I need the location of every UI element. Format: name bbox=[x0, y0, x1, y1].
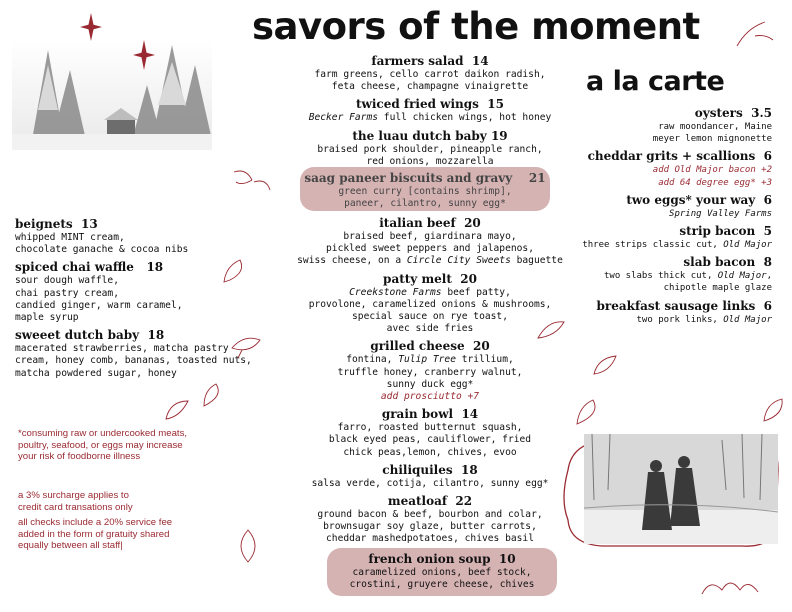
center-menu-lower bbox=[270, 216, 590, 546]
winter-forest-photo bbox=[12, 40, 212, 150]
leaf-icon bbox=[590, 352, 620, 378]
menu-item: the luau dutch baby 19 braised pork shoulder, pineapple ranch, red onions, mozzarella bbox=[317, 128, 543, 167]
menu-item: patty melt 20 Creekstone Farms beef patty, provolone, caramelized onions & mushrooms, special sauce on rye toast, avec side fries bbox=[308, 271, 552, 335]
leaf-icon bbox=[700, 572, 760, 602]
page-subtitle: a la carte bbox=[586, 66, 725, 97]
leaf-icon bbox=[200, 380, 230, 410]
menu-item: sweeet dutch baby 18 macerated strawberries, matcha pastry cream, honey comb, bananas, toasted nuts, matcha powdered sugar, honey bbox=[15, 328, 252, 379]
menu-item: two eggs* your way 6 Spring Valley Farms bbox=[626, 192, 772, 219]
star-icon bbox=[133, 40, 155, 74]
leaf-icon bbox=[234, 528, 264, 564]
menu-item: spiced chai waffle 18 sour dough waffle, chai pastry cream, candied ginger, warm caramel, maple syrup bbox=[15, 260, 183, 324]
menu-item: farmers salad 14 farm greens, cello carrot daikon radish, feta cheese, champagne vinaigrette bbox=[314, 54, 546, 93]
right-menu bbox=[560, 106, 772, 326]
page-title: savors of the moment bbox=[252, 5, 700, 48]
menu-item: twiced fried wings 15 Becker Farms full chicken wings, hot honey bbox=[308, 97, 552, 124]
leaf-icon bbox=[232, 168, 272, 194]
menu-item: slab bacon 8 two slabs thick cut, Old Major, chipotle maple glaze bbox=[604, 255, 772, 294]
menu-item: strip bacon 5 three strips classic cut, Old Major bbox=[582, 224, 772, 251]
leaf-icon bbox=[536, 318, 566, 342]
featured-item-french-onion-soup: french onion soup 10 caramelized onions, beef stock, crostini, gruyere cheese, chives bbox=[327, 548, 557, 596]
service-fee-notice: all checks include a 20% service fee added in the form of gratuity shared equally between all staff| bbox=[18, 517, 173, 551]
menu-item: chiliquiles 18 salsa verde, cotija, cilantro, sunny egg* bbox=[311, 462, 549, 489]
skaters-illustration bbox=[562, 430, 784, 552]
leaf-icon bbox=[220, 258, 250, 286]
leaf-icon bbox=[575, 398, 605, 426]
leaf-icon bbox=[735, 20, 775, 50]
leaf-icon bbox=[162, 395, 192, 423]
menu-item: beignets 13 whipped MINT cream, chocolate ganache & cocoa nibs bbox=[15, 217, 189, 256]
leaf-icon bbox=[230, 330, 264, 360]
star-icon bbox=[80, 13, 102, 45]
featured-item-saag-paneer: saag paneer biscuits and gravy 21 green curry [contains shrimp], paneer, cilantro, sunny egg* bbox=[300, 167, 550, 211]
raw-food-notice: *consuming raw or undercooked meats, poultry, seafood, or eggs may increase your risk of foodborne illness bbox=[18, 428, 188, 462]
menu-item: grain bowl 14 farro, roasted butternut squash, black eyed peas, cauliflower, fried chick peas,lemon, chives, evoo bbox=[328, 407, 532, 458]
menu-item: breakfast sausage links 6 two pork links, Old Major bbox=[596, 298, 772, 325]
menu-item: italian beef 20 braised beef, giardinara mayo, pickled sweet peppers and jalapenos, swiss cheese, on a Circle City Sweets baguette bbox=[297, 216, 563, 267]
menu-item: meatloaf 22 ground bacon & beef, bourbon and colar, brownsugar soy glaze, butter carrots, cheddar mashedpotatoes, chives basil bbox=[317, 494, 543, 545]
center-menu bbox=[280, 54, 580, 168]
menu-item: grilled cheese 20 fontina, Tulip Tree trillium, truffle honey, cranberry walnut, sunny duck egg* add prosciutto +7 bbox=[337, 339, 523, 403]
menu-item: cheddar grits + scallions 6 add Old Major bacon +2 add 64 degree egg* +3 bbox=[587, 149, 772, 188]
menu-item: oysters 3.5 raw moondancer, Maine meyer lemon mignonette bbox=[652, 106, 772, 145]
surcharge-notice: a 3% surcharge applies to credit card transations only bbox=[18, 490, 133, 513]
leaf-icon bbox=[760, 395, 788, 425]
